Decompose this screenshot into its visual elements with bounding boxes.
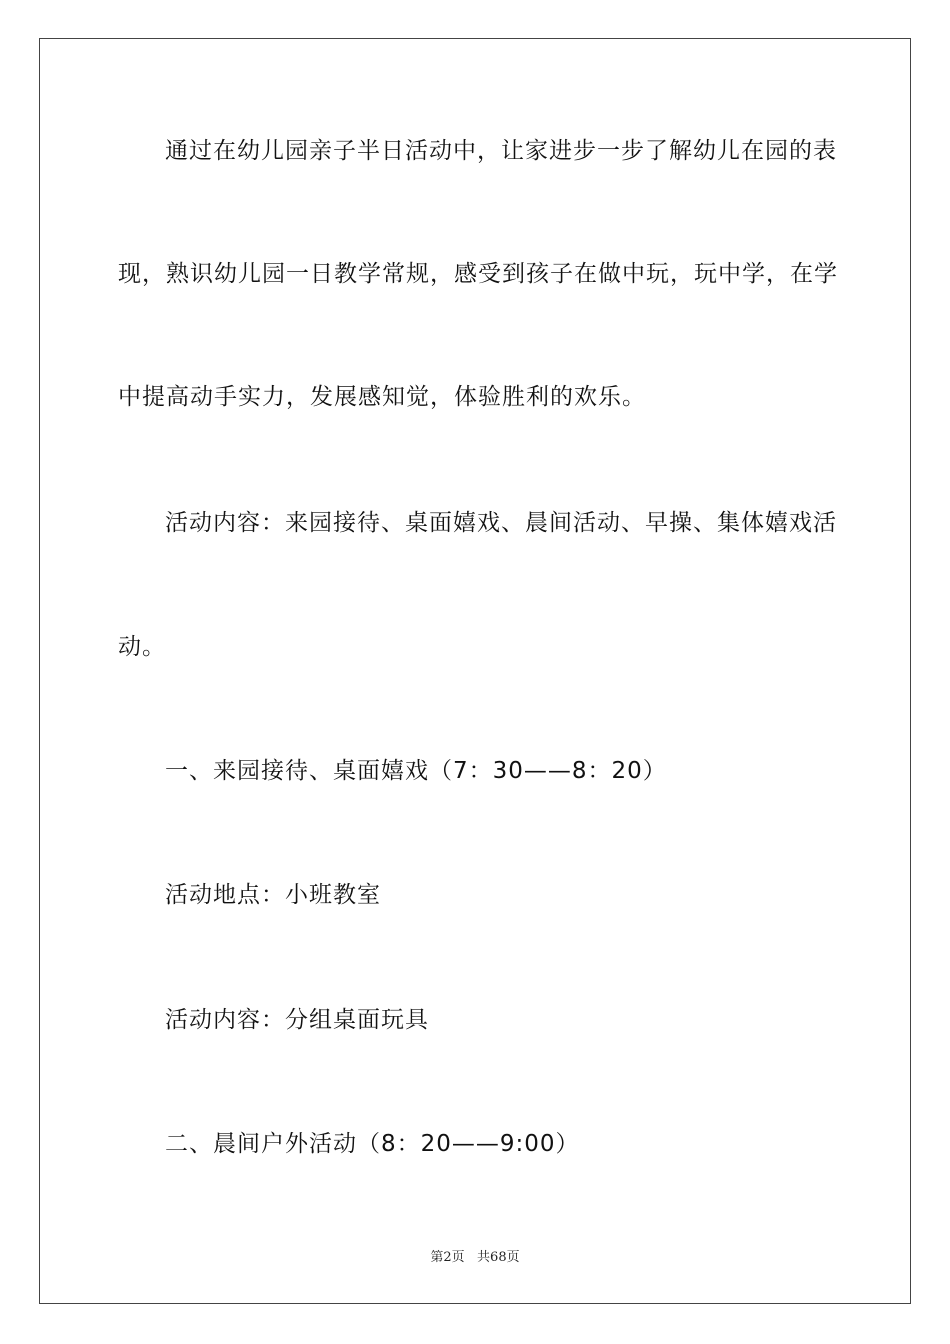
paragraph-line: 中提高动手实力，发展感知觉，体验胜利的欢乐。 [118,384,646,410]
page-border [39,38,911,1304]
paragraph-line: 动。 [118,634,166,660]
paragraph-line: 现，熟识幼儿园一日教学常规，感受到孩子在做中玩，玩中学，在学 [118,261,838,287]
section-heading: 二、晨间户外活动（8：20——9:00） [165,1131,580,1157]
page-number: 第2页 共68页 [430,1250,520,1265]
paragraph-line: 活动内容：分组桌面玩具 [165,1007,429,1033]
paragraph-line: 活动地点：小班教室 [165,882,381,908]
paragraph-line: 活动内容：来园接待、桌面嬉戏、晨间活动、早操、集体嬉戏活 [165,510,837,536]
paragraph-line: 通过在幼儿园亲子半日活动中，让家进步一步了解幼儿在园的表 [165,138,837,164]
section-heading: 一、来园接待、桌面嬉戏（7：30——8：20） [165,758,667,784]
